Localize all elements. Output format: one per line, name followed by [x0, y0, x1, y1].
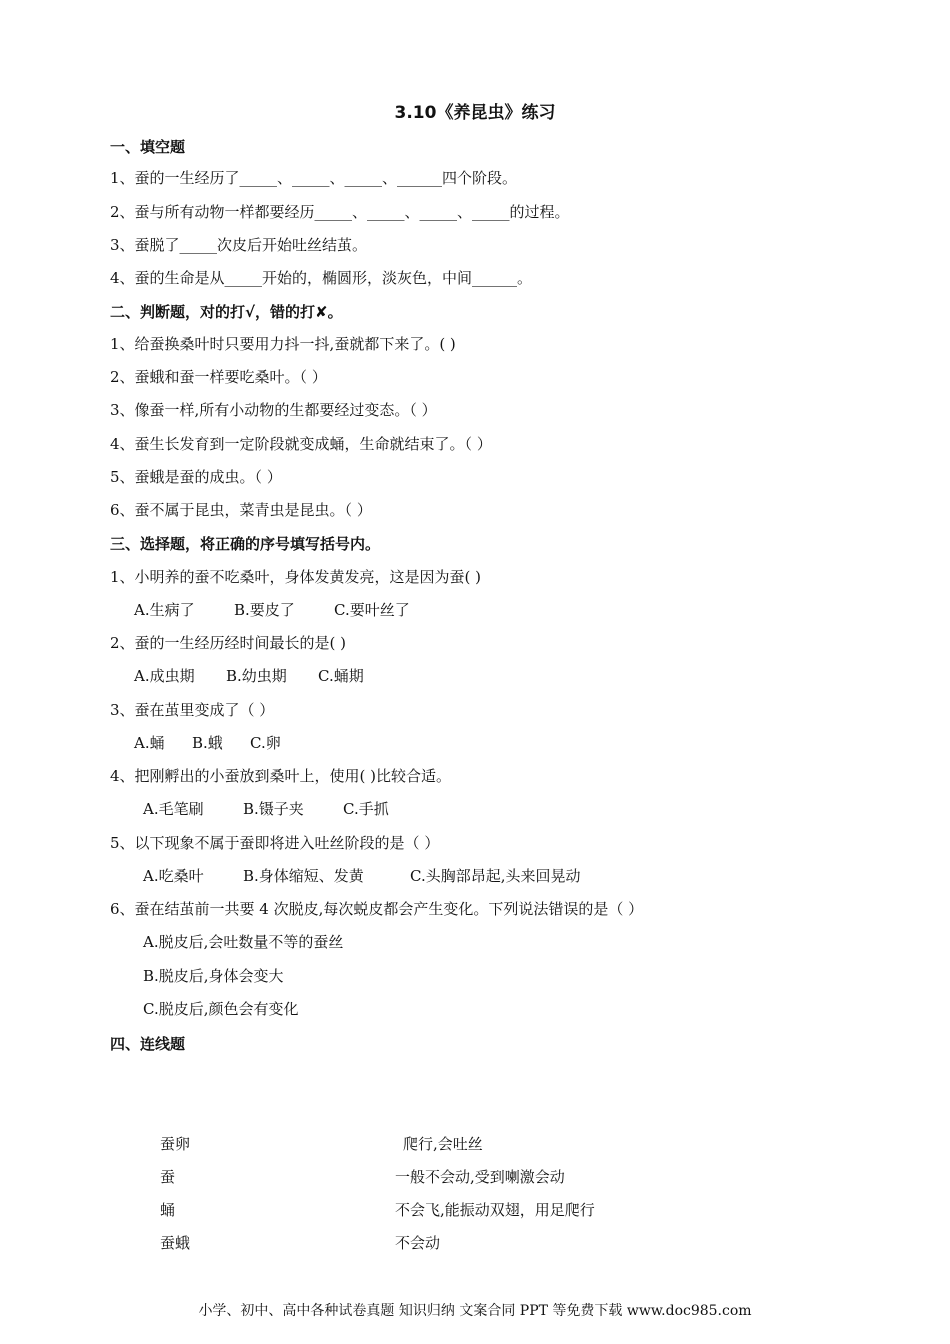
option: C.手抓	[343, 800, 389, 818]
match-right-item: 爬行,会吐丝	[403, 1135, 483, 1153]
option: B.要皮了	[234, 601, 295, 619]
section-heading-fill-blank: 一、填空题	[110, 138, 186, 156]
question-line: 1、给蚕换桑叶时只要用力抖一抖,蚕就都下来了。( )	[110, 335, 456, 353]
question-line: 5、蚕蛾是蚕的成虫。（ ）	[110, 468, 282, 486]
page-footer: 小学、初中、高中各种试卷真题 知识归纳 文案合同 PPT 等免费下载 www.doc985.com	[198, 1303, 752, 1319]
question-line: 2、蚕蛾和蚕一样要吃桑叶。（ ）	[110, 368, 327, 386]
match-right-item: 不会飞,能振动双翅，用足爬行	[395, 1201, 595, 1219]
question-line: 3、蚕在茧里变成了（ ）	[110, 701, 275, 719]
option: A.蛹	[134, 734, 165, 752]
options-row	[134, 666, 364, 686]
question-line: 1、小明养的蚕不吃桑叶，身体发黄发亮，这是因为蚕( )	[110, 568, 482, 586]
option: B.脱皮后,身体会变大	[143, 967, 284, 985]
option: A.吃桑叶	[143, 867, 204, 885]
option: B.蛾	[192, 734, 223, 752]
option: C.要叶丝了	[334, 601, 410, 619]
match-left-item: 蚕蛾	[160, 1234, 191, 1252]
question-line: 3、蚕脱了_____次皮后开始吐丝结茧。	[110, 236, 368, 254]
question-line: 4、蚕生长发育到一定阶段就变成蛹，生命就结束了。（ ）	[110, 435, 492, 453]
option: C.头胸部昂起,头来回晃动	[410, 867, 581, 885]
option: C.卵	[250, 734, 281, 752]
question-line: 6、蚕不属于昆虫，菜青虫是昆虫。（ ）	[110, 501, 372, 519]
section-heading-matching: 四、连线题	[110, 1035, 186, 1053]
option: C.脱皮后,颜色会有变化	[143, 1000, 299, 1018]
option: A.生病了	[134, 601, 195, 619]
option: A.毛笔刷	[143, 800, 204, 818]
question-line: 5、以下现象不属于蚕即将进入吐丝阶段的是（ ）	[110, 834, 440, 852]
match-left-item: 蚕卵	[160, 1135, 191, 1153]
option: B.幼虫期	[226, 667, 287, 685]
option: A.成虫期	[134, 667, 195, 685]
question-line: 2、蚕的一生经历经时间最长的是( )	[110, 634, 347, 652]
options-row	[134, 600, 410, 620]
match-right-item: 一般不会动,受到喇激会动	[395, 1168, 565, 1186]
options-row	[143, 799, 389, 819]
question-line: 4、把刚孵出的小蚕放到桑叶上，使用( )比较合适。	[110, 767, 452, 785]
match-left-item: 蛹	[160, 1201, 176, 1219]
page-title: 3.10《养昆虫》练习	[394, 103, 556, 123]
section-heading-multiple-choice: 三、选择题，将正确的序号填写括号内。	[110, 535, 381, 553]
question-line: 1、蚕的一生经历了_____、_____、_____、______四个阶段。	[110, 169, 518, 187]
option: A.脱皮后,会吐数量不等的蚕丝	[143, 933, 344, 951]
option: B.镊子夹	[243, 800, 304, 818]
option: C.蛹期	[318, 667, 364, 685]
section-heading-true-false: 二、判断题，对的打√，错的打✘。	[110, 303, 343, 321]
question-line: 2、蚕与所有动物一样都要经历_____、_____、_____、_____的过程。	[110, 203, 570, 221]
options-row	[134, 733, 281, 753]
options-row	[143, 866, 580, 886]
option: B.身体缩短、发黄	[243, 867, 364, 885]
question-line: 4、蚕的生命是从_____开始的，椭圆形，淡灰色，中间______。	[110, 269, 533, 287]
question-line: 3、像蚕一样,所有小动物的生都要经过变态。（ ）	[110, 401, 437, 419]
question-line: 6、蚕在结茧前一共要 4 次脱皮,每次蜕皮都会产生变化。下列说法错误的是（ ）	[110, 900, 644, 918]
match-right-item: 不会动	[395, 1234, 441, 1252]
match-left-item: 蚕	[160, 1168, 176, 1186]
